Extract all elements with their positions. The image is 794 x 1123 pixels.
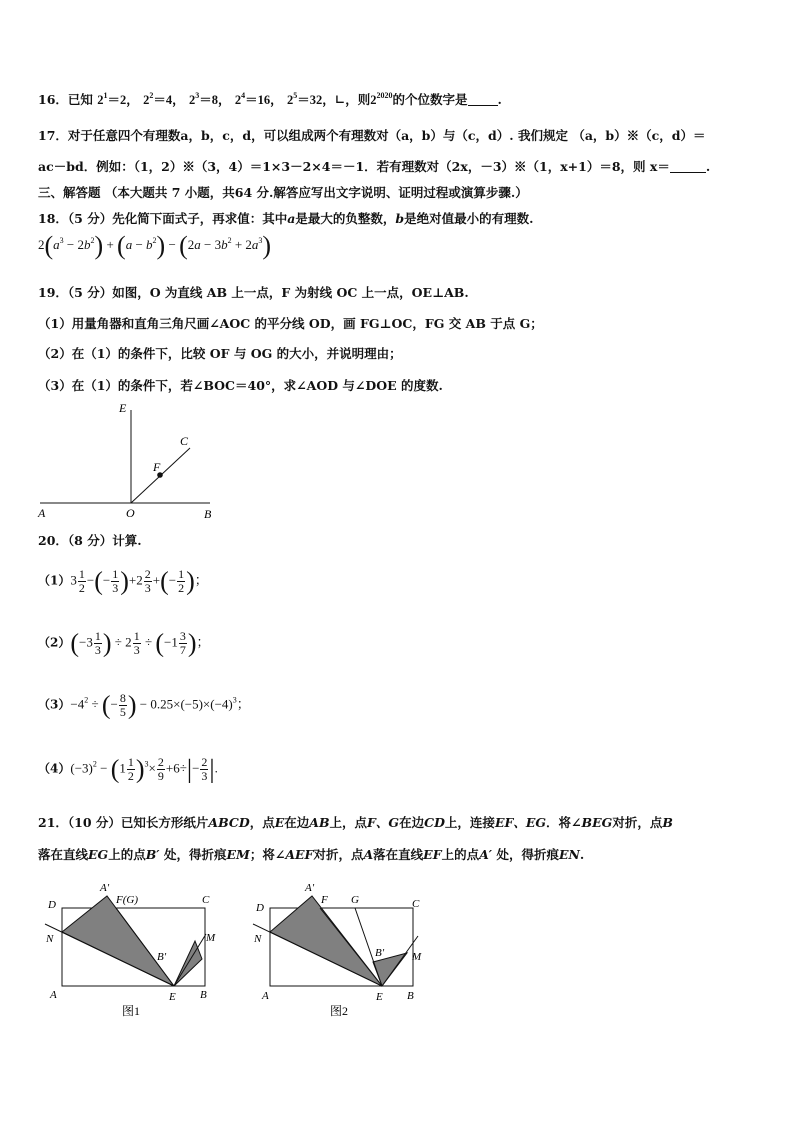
label-b: B	[204, 507, 212, 521]
label-b: B	[407, 990, 414, 1002]
figure-19	[30, 398, 230, 523]
label-n: N	[254, 933, 262, 945]
question-17-line2: ac－bd．例如：（1，2）※（3，4）＝1×3－2×4＝－1．若有理数对（2x，－3）※（1，x+1）＝8，则 x＝ .	[38, 159, 711, 174]
label-g: G	[351, 894, 359, 906]
label-c: C	[412, 898, 420, 910]
label-e: E	[119, 401, 127, 415]
question-18: 18．（5 分）先化简下面式子，再求值：其中a是最大的负整数，b是绝对值最小的有理数.	[38, 211, 534, 226]
label-f: F	[153, 460, 161, 474]
label-a-prime: A′	[305, 882, 315, 894]
power-2: $2^2=4$	[143, 91, 173, 107]
label-e: E	[376, 991, 383, 1003]
label-c: C	[180, 434, 189, 448]
label-c: C	[202, 894, 210, 906]
label-a: A	[38, 506, 46, 520]
question-19-part2: （2）在（1）的条件下，比较 OF 与 OG 的大小，并说明理由；	[38, 346, 402, 361]
power-5: $2^5=32$	[287, 91, 323, 107]
label-a: A	[262, 990, 269, 1002]
answer-blank-17	[670, 160, 706, 173]
label-a: A	[50, 989, 57, 1001]
label-m: M	[206, 932, 216, 944]
question-21-line2: 落在直线EG上的点B′ 处，得折痕EM；将∠AEF对折，点A落在直线EF上的点A′ 处，得折痕EN.	[38, 847, 585, 862]
label-o: O	[126, 506, 135, 520]
label-b-prime: B′	[157, 951, 167, 963]
folded-triangle-left	[62, 896, 174, 986]
calc-20-3: $(3)-4^2$ ÷ (− $\frac{8}{5}$ ) − $0.25\times(-5)\times(-4)^3$；	[38, 690, 250, 720]
caption-figure-1: 图1	[122, 1004, 141, 1018]
label-n: N	[46, 933, 54, 945]
question-19-part3: （3）在（1）的条件下，若∠BOC＝40°，求∠AOD 与∠DOE 的度数.	[38, 378, 443, 393]
label-f-g: F(G)	[116, 894, 138, 906]
calc-20-4: $(4)(-3)^2 - (1$ $\frac{1}{2}$ )$^3$× $\frac{2}{9}$ +6÷|− $\frac{2}{3}$ |.	[38, 754, 218, 784]
question-20-title: 20．（8 分）计算.	[38, 533, 142, 548]
power-3: $2^3=8$	[189, 91, 219, 107]
label-d: D	[48, 899, 56, 911]
question-21-line1: 21．（10 分）已知长方形纸片ABCD，点E在边AB上，点F、G在边CD上，连接EF、EG．将∠BEG对折，点B	[38, 815, 673, 830]
section-3-heading: 三、解答题 （本大题共 7 小题，共64 分.解答应写出文字说明、证明过程或演算步骤.）	[38, 185, 528, 200]
power-1: $2^1=2$	[97, 91, 127, 107]
label-e: E	[169, 991, 176, 1003]
label-d: D	[256, 902, 264, 914]
figure-21-1	[40, 876, 225, 1021]
label-a-prime: A′	[100, 882, 110, 894]
expression-18: $2(a^3 - 2b^2) + (a - b^2) - (2a - 3b^2 + 2a^3)$	[38, 231, 272, 260]
question-19-part1: （1）用量角器和直角三角尺画∠AOC 的平分线 OD，画 FG⊥OC，FG 交 AB 于点 G；	[38, 316, 543, 331]
power-2020: $2^{2020}$	[370, 91, 393, 107]
power-4: $2^4=16$	[234, 91, 271, 107]
question-17-line1: 17．对于任意四个有理数a，b，c，d，可以组成两个有理数对（a，b）与（c，d）. 我们规定 （a，b）※（c，d）＝	[38, 128, 706, 143]
question-19-title: 19．（5 分）如图，O 为直线 AB 上一点，F 为射线 OC 上一点，OE⊥AB.	[38, 285, 469, 300]
folded-triangle-left	[270, 896, 382, 986]
calc-20-2: （2）(−3 $\frac{1}{3}$ ) ÷ 2 $\frac{1}{3}$ ÷ (−1 $\frac{3}{7}$ )；	[38, 628, 210, 658]
question-16: 16．已知 $2^1=2$， $2^2=4$， $2^3=8$， $2^4=16$， $2^5=32$，∟，则$2^{2020}$的个位数字是 .	[38, 91, 502, 107]
label-b-prime: B′	[375, 947, 385, 959]
label-m: M	[412, 951, 422, 963]
calc-20-1: （1）3 $\frac{1}{2}$ −(− $\frac{1}{3}$ )+2 $\frac{2}{3}$ +(− $\frac{1}{2}$ )；	[38, 566, 208, 596]
caption-figure-2: 图2	[330, 1004, 349, 1018]
label-b: B	[200, 989, 207, 1001]
figure-21-2	[250, 876, 435, 1021]
answer-blank-16	[468, 93, 498, 106]
label-f: F	[321, 894, 328, 906]
